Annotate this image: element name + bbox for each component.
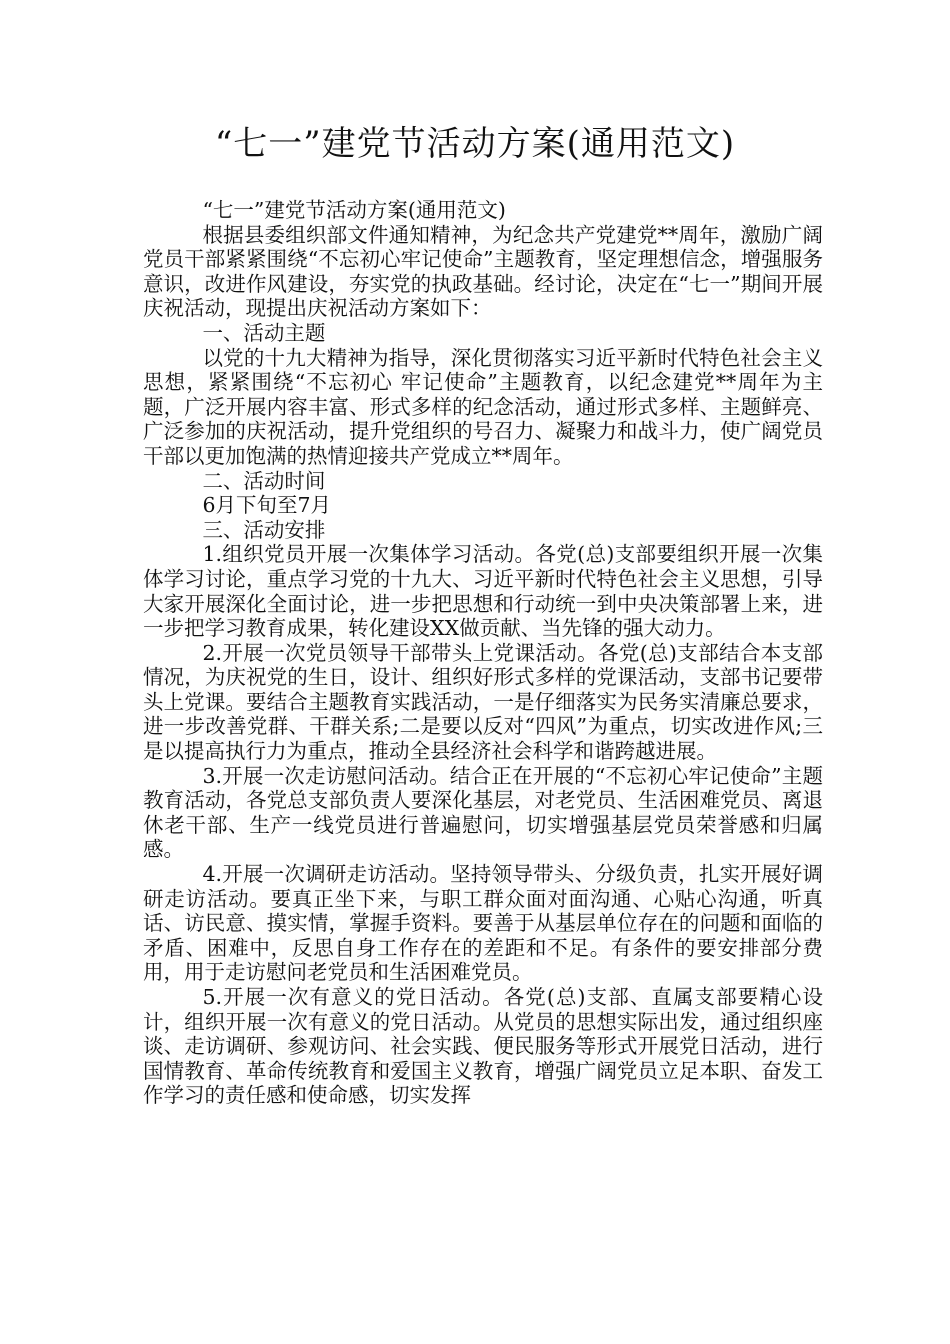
subtitle-paragraph: “七一”建党节活动方案(通用范文) (202, 198, 506, 222)
document-body (143, 198, 823, 1108)
document-title: “七一”建党节活动方案(通用范文) (214, 124, 736, 164)
theme-paragraph: 以党的十九大精神为指导，深化贯彻落实习近平新时代特色社会主义思想，紧紧围绕“不忘初心 牢记使命”主题教育，以纪念建党**周年为主题，广泛开展内容丰富、形式多样的纪念活动，通过形式多样、主题鲜亮、广泛参加的庆祝活动，提升党组织的号召力、凝聚力和战斗力，使广阔党员干部以更加饱满的热情迎接共产党成立**周年。 (143, 345, 823, 468)
arrangement-item-2: 2.开展一次党员领导干部带头上党课活动。各党(总)支部结合本支部情况，为庆祝党的生日，设计、组织好形式多样的党课活动，支部书记要带头上党课。要结合主题教育实践活动，一是仔细落实为民务实清廉总要求，进一步改善党群、干群关系;二是要以反对“四风”为重点，切实改进作风;三是以提高执行力为重点，推动全县经济社会科学和谐跨越进展。 (143, 640, 823, 764)
arrangement-item-3: 3.开展一次走访慰问活动。结合正在开展的“不忘初心牢记使命”主题教育活动，各党总支部负责人要深化基层，对老党员、生活困难党员、离退休老干部、生产一线党员进行普遍慰问，切实增强基层党员荣誉感和归属感。 (143, 763, 823, 862)
arrangement-item-1: 1.组织党员开展一次集体学习活动。各党(总)支部要组织开展一次集体学习讨论，重点学习党的十九大、习近平新时代特色社会主义思想，引导大家开展深化全面讨论，进一步把思想和行动统一到中央决策部署上来，进一步把学习教育成果，转化建设XX做贡献、当先锋的强大动力。 (143, 542, 823, 641)
arrangement-item-4: 4.开展一次调研走访活动。坚持领导带头、分级负责，扎实开展好调研走访活动。要真正坐下来，与职工群众面对面沟通、心贴心沟通，听真话、访民意、摸实情，掌握手资料。要善于从基层单位存在的问题和面临的矛盾、困难中，反思自身工作存在的差距和不足。有条件的要安排部分费用，用于走访慰问老党员和生活困难党员。 (143, 862, 823, 985)
section-heading-arrangement: 三、活动安排 (202, 517, 326, 542)
intro-paragraph: 根据县委组织部文件通知精神，为纪念共产党建党**周年，激励广阔党员干部紧紧围绕“不忘初心牢记使命”主题教育，坚定理想信念，增强服务意识，改进作风建设，夯实党的执政基础。经讨论，决定在“七一”期间开展庆祝活动，现提出庆祝活动方案如下： (143, 222, 823, 321)
time-paragraph: 6月下旬至7月 (202, 493, 332, 518)
section-heading-theme: 一、活动主题 (202, 320, 326, 345)
arrangement-item-5: 5.开展一次有意义的党日活动。各党(总)支部、直属支部要精心设计，组织开展一次有意义的党日活动。从党员的思想实际出发，通过组织座谈、走访调研、参观访问、社会实践、便民服务等形式开展党日活动，进行国情教育、革命传统教育和爱国主义教育，增强广阔党员立足本职、奋发工作学习的责任感和使命感，切实发挥 (143, 985, 823, 1108)
section-heading-time: 二、活动时间 (202, 468, 326, 493)
